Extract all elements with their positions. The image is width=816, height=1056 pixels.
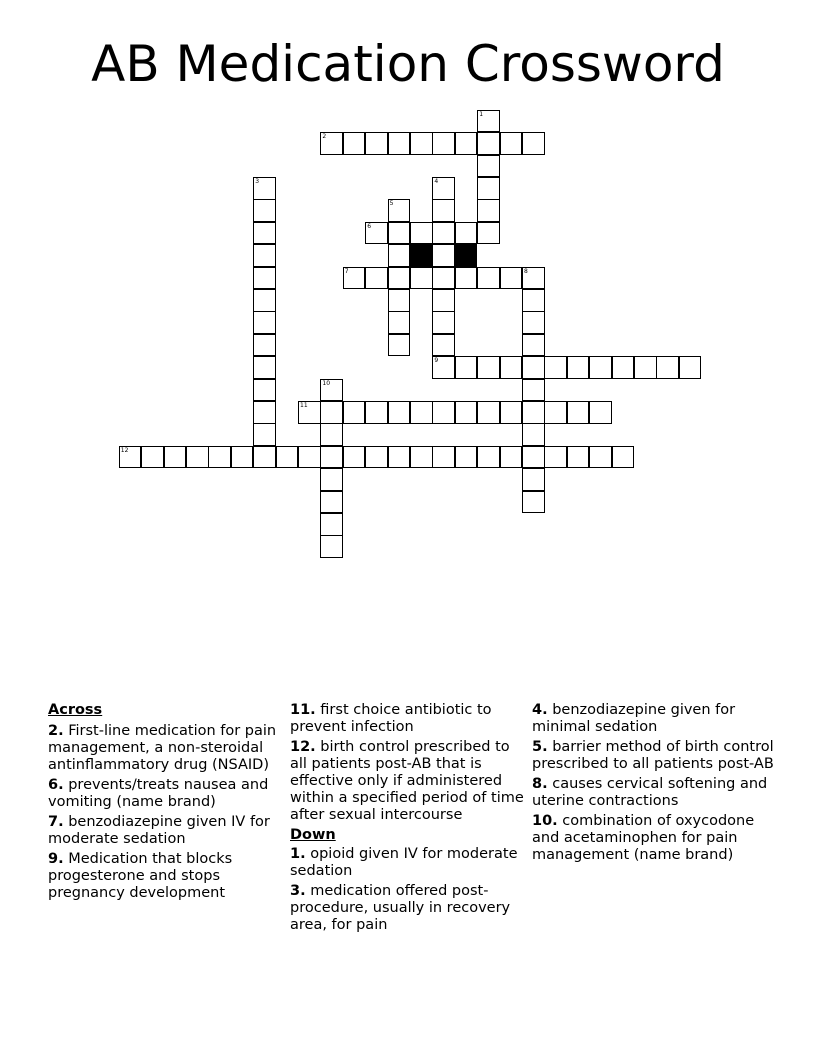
crossword-cell[interactable] xyxy=(320,423,343,446)
black-square xyxy=(455,244,478,267)
clue-column-1 xyxy=(48,702,280,905)
crossword-cell[interactable] xyxy=(410,132,433,155)
crossword-cell[interactable] xyxy=(410,222,433,245)
crossword-cell[interactable] xyxy=(343,401,366,424)
crossword-cell[interactable] xyxy=(567,401,590,424)
crossword-cell[interactable] xyxy=(253,244,276,267)
clue-text: opioid given IV for moderate sedation xyxy=(290,846,518,879)
crossword-cell[interactable] xyxy=(432,199,455,222)
crossword-cell[interactable] xyxy=(365,267,388,290)
crossword-cell[interactable] xyxy=(208,446,231,469)
clue-text: combination of oxycodone and acetaminophen for pain management (name brand) xyxy=(532,813,755,863)
cell-number: 5 xyxy=(389,200,394,208)
cell-number: 9 xyxy=(434,357,439,365)
crossword-cell[interactable] xyxy=(388,401,411,424)
down-clue-10 xyxy=(532,813,782,864)
crossword-cell[interactable] xyxy=(477,267,500,290)
crossword-cell[interactable] xyxy=(410,401,433,424)
crossword-cell[interactable] xyxy=(522,491,545,514)
clue-number: 11. xyxy=(290,702,316,718)
crossword-cell[interactable] xyxy=(522,423,545,446)
crossword-cell[interactable] xyxy=(500,267,523,290)
clue-number: 10. xyxy=(532,813,558,829)
crossword-cell[interactable] xyxy=(477,155,500,178)
across-clue-11 xyxy=(290,702,528,736)
across-clue-6 xyxy=(48,777,280,811)
crossword-cell[interactable] xyxy=(455,132,478,155)
crossword-cell[interactable] xyxy=(589,401,612,424)
crossword-cell[interactable] xyxy=(253,289,276,312)
crossword-cell[interactable] xyxy=(432,244,455,267)
clue-number: 6. xyxy=(48,777,64,793)
crossword-cell[interactable] xyxy=(253,222,276,245)
crossword-cell[interactable] xyxy=(388,222,411,245)
crossword-cell[interactable] xyxy=(522,446,545,469)
down-clue-5 xyxy=(532,739,782,773)
crossword-cell[interactable] xyxy=(477,446,500,469)
crossword-cell[interactable] xyxy=(253,267,276,290)
crossword-cell[interactable] xyxy=(432,401,455,424)
crossword-cell[interactable] xyxy=(432,177,455,200)
crossword-cell[interactable] xyxy=(320,132,343,155)
crossword-cell[interactable] xyxy=(388,311,411,334)
crossword-cell[interactable] xyxy=(141,446,164,469)
crossword-cell[interactable] xyxy=(410,267,433,290)
crossword-cell[interactable] xyxy=(455,446,478,469)
crossword-cell[interactable] xyxy=(455,401,478,424)
crossword-cell[interactable] xyxy=(365,446,388,469)
crossword-cell[interactable] xyxy=(365,401,388,424)
crossword-cell[interactable] xyxy=(477,177,500,200)
crossword-cell[interactable] xyxy=(253,334,276,357)
clue-text: First-line medication for pain management, a non-steroidal antinflammatory drug (NSAID) xyxy=(48,723,277,773)
crossword-cell[interactable] xyxy=(522,356,545,379)
page-title: AB Medication Crossword xyxy=(91,35,725,93)
clue-column-3 xyxy=(532,702,782,867)
crossword-cell[interactable] xyxy=(320,379,343,402)
crossword-cell[interactable] xyxy=(365,222,388,245)
crossword-cell[interactable] xyxy=(365,132,388,155)
crossword-cell[interactable] xyxy=(455,356,478,379)
crossword-cell[interactable] xyxy=(343,267,366,290)
across-clue-2 xyxy=(48,723,280,774)
across-clue-12 xyxy=(290,739,528,824)
crossword-cell[interactable] xyxy=(679,356,702,379)
crossword-cell[interactable] xyxy=(477,132,500,155)
crossword-cell[interactable] xyxy=(320,535,343,558)
crossword-cell[interactable] xyxy=(656,356,679,379)
crossword-cell[interactable] xyxy=(500,401,523,424)
crossword-cell[interactable] xyxy=(388,334,411,357)
crossword-cell[interactable] xyxy=(612,356,635,379)
clue-column-2 xyxy=(290,702,528,937)
clue-text: benzodiazepine given IV for moderate sedation xyxy=(48,814,270,847)
crossword-cell[interactable] xyxy=(544,446,567,469)
crossword-cell[interactable] xyxy=(544,356,567,379)
crossword-cell[interactable] xyxy=(500,356,523,379)
crossword-cell[interactable] xyxy=(298,446,321,469)
crossword-cell[interactable] xyxy=(522,267,545,290)
crossword-cell[interactable] xyxy=(253,311,276,334)
crossword-cell[interactable] xyxy=(455,267,478,290)
cell-number: 6 xyxy=(367,222,372,230)
crossword-cell[interactable] xyxy=(522,311,545,334)
cell-number: 10 xyxy=(322,379,331,387)
crossword-cell[interactable] xyxy=(388,199,411,222)
clue-number: 9. xyxy=(48,851,64,867)
crossword-cell[interactable] xyxy=(500,446,523,469)
crossword-cell[interactable] xyxy=(612,446,635,469)
crossword-cell[interactable] xyxy=(477,356,500,379)
crossword-cell[interactable] xyxy=(567,356,590,379)
crossword-cell[interactable] xyxy=(477,110,500,133)
crossword-cell[interactable] xyxy=(522,401,545,424)
down-clue-4 xyxy=(532,702,782,736)
clue-number: 1. xyxy=(290,846,306,862)
clue-number: 8. xyxy=(532,776,548,792)
down-clue-8 xyxy=(532,776,782,810)
crossword-cell[interactable] xyxy=(253,379,276,402)
crossword-cell[interactable] xyxy=(388,289,411,312)
clue-number: 7. xyxy=(48,814,64,830)
crossword-cell[interactable] xyxy=(320,446,343,469)
black-square xyxy=(410,244,433,267)
crossword-cell[interactable] xyxy=(432,132,455,155)
clue-number: 3. xyxy=(290,883,306,899)
clue-text: prevents/treats nausea and vomiting (name brand) xyxy=(48,777,269,810)
crossword-cell[interactable] xyxy=(477,401,500,424)
across-clue-9 xyxy=(48,851,280,902)
crossword-cell[interactable] xyxy=(253,423,276,446)
crossword-cell[interactable] xyxy=(432,446,455,469)
crossword-cell[interactable] xyxy=(388,132,411,155)
across-heading: Across xyxy=(48,702,103,718)
crossword-cell[interactable] xyxy=(477,199,500,222)
crossword-cell[interactable] xyxy=(253,199,276,222)
crossword-cell[interactable] xyxy=(276,446,299,469)
crossword-cell[interactable] xyxy=(320,491,343,514)
crossword-cell[interactable] xyxy=(477,222,500,245)
clue-number: 5. xyxy=(532,739,548,755)
crossword-cell[interactable] xyxy=(432,311,455,334)
crossword-cell[interactable] xyxy=(343,132,366,155)
cell-number: 1 xyxy=(479,110,484,118)
crossword-cell[interactable] xyxy=(522,468,545,491)
cell-number: 4 xyxy=(434,178,439,185)
crossword-cell[interactable] xyxy=(634,356,657,379)
crossword-cell[interactable] xyxy=(589,356,612,379)
crossword-cell[interactable] xyxy=(432,356,455,379)
clue-number: 2. xyxy=(48,723,64,739)
crossword-cell[interactable] xyxy=(119,446,142,469)
clue-number: 4. xyxy=(532,702,548,718)
crossword-cell[interactable] xyxy=(186,446,209,469)
clue-text: causes cervical softening and uterine contractions xyxy=(532,776,768,809)
clue-text: Medication that blocks progesterone and stops pregnancy development xyxy=(48,851,233,901)
crossword-cell[interactable] xyxy=(231,446,254,469)
clue-text: birth control prescribed to all patients post-AB that is effective only if administered within a specified period of time after sexual intercourse xyxy=(290,739,524,823)
crossword-cell[interactable] xyxy=(432,289,455,312)
crossword-cell[interactable] xyxy=(410,446,433,469)
across-clue-7 xyxy=(48,814,280,848)
cell-number: 11 xyxy=(300,402,308,409)
clue-text: barrier method of birth control prescribed to all patients post-AB xyxy=(532,739,774,772)
crossword-cell[interactable] xyxy=(253,356,276,379)
crossword-cell[interactable] xyxy=(253,401,276,424)
crossword-cell[interactable] xyxy=(320,401,343,424)
crossword-cell[interactable] xyxy=(432,334,455,357)
clue-text: benzodiazepine given for minimal sedation xyxy=(532,702,736,735)
crossword-cell[interactable] xyxy=(343,446,366,469)
cell-number: 7 xyxy=(344,267,349,275)
crossword-cell[interactable] xyxy=(522,334,545,357)
crossword-cell[interactable] xyxy=(455,222,478,245)
crossword-cell[interactable] xyxy=(253,177,276,200)
crossword-cell[interactable] xyxy=(522,379,545,402)
crossword-cell[interactable] xyxy=(522,289,545,312)
crossword-cell[interactable] xyxy=(432,267,455,290)
crossword-cell[interactable] xyxy=(388,244,411,267)
clue-text: first choice antibiotic to prevent infection xyxy=(290,702,492,735)
crossword-cell[interactable] xyxy=(432,222,455,245)
down-clue-3 xyxy=(290,883,528,934)
cell-number: 3 xyxy=(255,178,260,185)
crossword-cell[interactable] xyxy=(500,132,523,155)
cell-number: 8 xyxy=(524,267,528,275)
crossword-cell[interactable] xyxy=(589,446,612,469)
crossword-cell[interactable] xyxy=(567,446,590,469)
crossword-cell[interactable] xyxy=(320,513,343,536)
crossword-cell[interactable] xyxy=(253,446,276,469)
down-clue-1 xyxy=(290,846,528,880)
crossword-cell[interactable] xyxy=(388,446,411,469)
cell-number: 2 xyxy=(322,133,327,141)
crossword-cell[interactable] xyxy=(544,401,567,424)
crossword-cell[interactable] xyxy=(298,401,321,424)
clue-text: medication offered post-procedure, usually in recovery area, for pain xyxy=(290,883,511,933)
clue-number: 12. xyxy=(290,739,316,755)
crossword-cell[interactable] xyxy=(320,468,343,491)
crossword-cell[interactable] xyxy=(388,267,411,290)
cell-number: 12 xyxy=(120,446,129,454)
down-heading: Down xyxy=(290,827,336,843)
crossword-cell[interactable] xyxy=(522,132,545,155)
crossword-cell[interactable] xyxy=(164,446,187,469)
